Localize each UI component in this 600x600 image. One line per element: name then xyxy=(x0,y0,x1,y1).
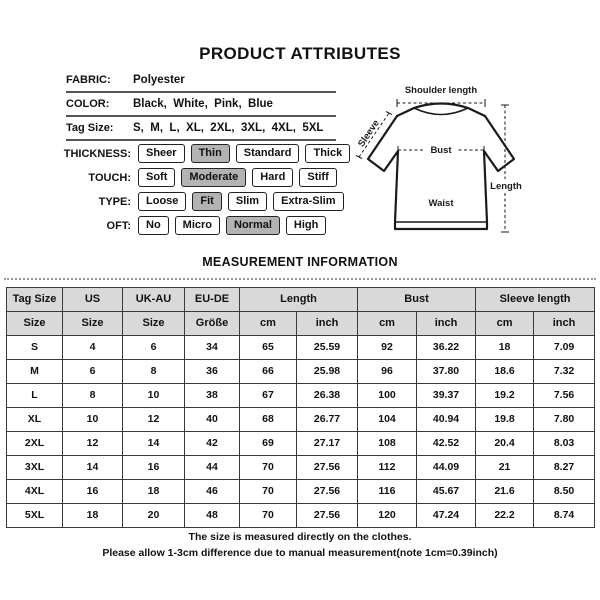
table-row xyxy=(7,408,595,432)
value-cell: 8.50 xyxy=(534,480,595,504)
tag-size-row xyxy=(66,117,336,141)
value-cell: 19.2 xyxy=(476,384,534,408)
header-us: US xyxy=(63,288,123,312)
value-cell: 42 xyxy=(185,432,240,456)
value-cell: 22.2 xyxy=(476,504,534,528)
value-cell: 8.74 xyxy=(534,504,595,528)
subheader-size-2: Size xyxy=(63,312,123,336)
value-cell: 44.09 xyxy=(417,456,476,480)
value-cell: 34 xyxy=(185,336,240,360)
option-chip-extra-slim[interactable]: Extra-Slim xyxy=(273,192,343,212)
header-bust: Bust xyxy=(358,288,476,312)
value-cell: 27.56 xyxy=(297,480,358,504)
value-cell: 7.80 xyxy=(534,408,595,432)
attribute-list xyxy=(66,69,336,141)
measurement-table-body xyxy=(7,336,595,528)
option-row xyxy=(60,215,340,236)
option-chip-slim[interactable]: Slim xyxy=(228,192,267,212)
size-cell: S xyxy=(7,336,63,360)
value-cell: 14 xyxy=(123,432,185,456)
size-cell: L xyxy=(7,384,63,408)
value-cell: 7.09 xyxy=(534,336,595,360)
option-chip-no[interactable]: No xyxy=(138,216,169,236)
value-cell: 10 xyxy=(63,408,123,432)
value-cell: 16 xyxy=(63,480,123,504)
value-cell: 7.56 xyxy=(534,384,595,408)
table-row xyxy=(7,432,595,456)
subheader-sleeve-cm: cm xyxy=(476,312,534,336)
value-cell: 8 xyxy=(63,384,123,408)
option-chip-moderate[interactable]: Moderate xyxy=(181,168,246,188)
value-cell: 20.4 xyxy=(476,432,534,456)
option-chip-loose[interactable]: Loose xyxy=(138,192,186,212)
option-chip-thin[interactable]: Thin xyxy=(191,144,230,164)
footer-note-2: Please allow 1-3cm difference due to manual measurement(note 1cm=0.39inch) xyxy=(102,547,498,559)
header-uk-au: UK-AU xyxy=(123,288,185,312)
table-row xyxy=(7,384,595,408)
option-row xyxy=(60,167,340,188)
value-cell: 25.98 xyxy=(297,360,358,384)
size-cell: M xyxy=(7,360,63,384)
value-cell: 27.17 xyxy=(297,432,358,456)
subheader-bust-inch: inch xyxy=(417,312,476,336)
value-cell: 67 xyxy=(240,384,297,408)
value-cell: 120 xyxy=(358,504,417,528)
value-cell: 112 xyxy=(358,456,417,480)
value-cell: 18 xyxy=(476,336,534,360)
option-chip-stiff[interactable]: Stiff xyxy=(299,168,336,188)
table-header-row-1 xyxy=(7,288,595,312)
length-label: Length xyxy=(490,181,522,192)
option-chip-normal[interactable]: Normal xyxy=(226,216,280,236)
value-cell: 26.77 xyxy=(297,408,358,432)
value-cell: 70 xyxy=(240,480,297,504)
value-cell: 70 xyxy=(240,504,297,528)
value-cell: 12 xyxy=(63,432,123,456)
value-cell: 104 xyxy=(358,408,417,432)
table-row xyxy=(7,480,595,504)
color-row xyxy=(66,93,336,117)
subheader-sleeve-inch: inch xyxy=(534,312,595,336)
sleeve-label: Sleeve xyxy=(355,118,382,150)
table-row xyxy=(7,456,595,480)
option-chip-soft[interactable]: Soft xyxy=(138,168,175,188)
tshirt-outline xyxy=(368,104,514,230)
value-cell: 14 xyxy=(63,456,123,480)
value-cell: 68 xyxy=(240,408,297,432)
value-cell: 18 xyxy=(123,480,185,504)
tshirt-diagram xyxy=(352,72,532,242)
header-sleeve-length: Sleeve length xyxy=(476,288,595,312)
size-cell: 4XL xyxy=(7,480,63,504)
value-cell: 42.52 xyxy=(417,432,476,456)
subheader-size-3: Size xyxy=(123,312,185,336)
sleeve-tick-top xyxy=(386,112,392,115)
value-cell: 65 xyxy=(240,336,297,360)
header-tag-size: Tag Size xyxy=(7,288,63,312)
value-cell: 16 xyxy=(123,456,185,480)
value-cell: 44 xyxy=(185,456,240,480)
value-cell: 19.8 xyxy=(476,408,534,432)
header-length: Length xyxy=(240,288,358,312)
value-cell: 100 xyxy=(358,384,417,408)
value-cell: 25.59 xyxy=(297,336,358,360)
value-cell: 66 xyxy=(240,360,297,384)
value-cell: 39.37 xyxy=(417,384,476,408)
footer-note-1: The size is measured directly on the clothes. xyxy=(188,531,412,543)
value-cell: 37.80 xyxy=(417,360,476,384)
value-cell: 18.6 xyxy=(476,360,534,384)
value-cell: 69 xyxy=(240,432,297,456)
value-cell: 4 xyxy=(63,336,123,360)
value-cell: 96 xyxy=(358,360,417,384)
value-cell: 6 xyxy=(123,336,185,360)
header-eu-de: EU-DE xyxy=(185,288,240,312)
value-cell: 18 xyxy=(63,504,123,528)
tag-size-label: Tag Size: xyxy=(66,122,114,134)
value-cell: 45.67 xyxy=(417,480,476,504)
value-cell: 40.94 xyxy=(417,408,476,432)
value-cell: 27.56 xyxy=(297,456,358,480)
color-label: COLOR: xyxy=(66,98,110,110)
page-title: PRODUCT ATTRIBUTES xyxy=(199,44,401,63)
value-cell: 7.32 xyxy=(534,360,595,384)
table-row xyxy=(7,360,595,384)
fabric-value: Polyester xyxy=(133,74,185,86)
size-cell: 5XL xyxy=(7,504,63,528)
value-cell: 36 xyxy=(185,360,240,384)
measurement-heading: MEASUREMENT INFORMATION xyxy=(202,255,398,269)
value-cell: 46 xyxy=(185,480,240,504)
value-cell: 6 xyxy=(63,360,123,384)
value-cell: 92 xyxy=(358,336,417,360)
subheader-groesse: Größe xyxy=(185,312,240,336)
dotted-divider xyxy=(4,278,596,280)
option-rows xyxy=(60,143,343,239)
option-row xyxy=(60,143,343,164)
value-cell: 47.24 xyxy=(417,504,476,528)
option-row-label: TYPE: xyxy=(98,195,131,208)
value-cell: 38 xyxy=(185,384,240,408)
tag-size-value: S, M, L, XL, 2XL, 3XL, 4XL, 5XL xyxy=(133,122,324,134)
value-cell: 8.27 xyxy=(534,456,595,480)
value-cell: 20 xyxy=(123,504,185,528)
option-chip-high[interactable]: High xyxy=(286,216,326,236)
table-header-row-2 xyxy=(7,312,595,336)
option-row-label: THICKNESS: xyxy=(63,147,131,160)
fabric-label: FABRIC: xyxy=(66,74,111,86)
value-cell: 8.03 xyxy=(534,432,595,456)
size-cell: 3XL xyxy=(7,456,63,480)
option-row xyxy=(60,191,340,212)
size-cell: 2XL xyxy=(7,432,63,456)
option-row-label: OFT: xyxy=(106,219,131,232)
bust-label: Bust xyxy=(430,145,452,156)
option-row-label: TOUCH: xyxy=(88,171,131,184)
subheader-length-inch: inch xyxy=(297,312,358,336)
value-cell: 21.6 xyxy=(476,480,534,504)
option-chip-standard[interactable]: Standard xyxy=(236,144,300,164)
value-cell: 10 xyxy=(123,384,185,408)
measurement-table xyxy=(6,287,595,528)
value-cell: 12 xyxy=(123,408,185,432)
value-cell: 70 xyxy=(240,456,297,480)
size-cell: XL xyxy=(7,408,63,432)
subheader-size-1: Size xyxy=(7,312,63,336)
value-cell: 8 xyxy=(123,360,185,384)
value-cell: 21 xyxy=(476,456,534,480)
value-cell: 26.38 xyxy=(297,384,358,408)
shoulder-length-label: Shoulder length xyxy=(404,85,478,96)
table-row xyxy=(7,336,595,360)
fabric-row xyxy=(66,69,336,93)
option-chip-fit[interactable]: Fit xyxy=(192,192,221,212)
option-chip-thick[interactable]: Thick xyxy=(305,144,350,164)
value-cell: 27.56 xyxy=(297,504,358,528)
sleeve-tick-bottom xyxy=(356,156,362,159)
subheader-length-cm: cm xyxy=(240,312,297,336)
color-value: Black, White, Pink, Blue xyxy=(133,98,273,110)
value-cell: 36.22 xyxy=(417,336,476,360)
subheader-bust-cm: cm xyxy=(358,312,417,336)
value-cell: 116 xyxy=(358,480,417,504)
value-cell: 108 xyxy=(358,432,417,456)
value-cell: 40 xyxy=(185,408,240,432)
table-row xyxy=(7,504,595,528)
option-chip-hard[interactable]: Hard xyxy=(252,168,293,188)
option-chip-micro[interactable]: Micro xyxy=(175,216,220,236)
option-chip-sheer[interactable]: Sheer xyxy=(138,144,185,164)
waist-label: Waist xyxy=(428,198,454,209)
value-cell: 48 xyxy=(185,504,240,528)
